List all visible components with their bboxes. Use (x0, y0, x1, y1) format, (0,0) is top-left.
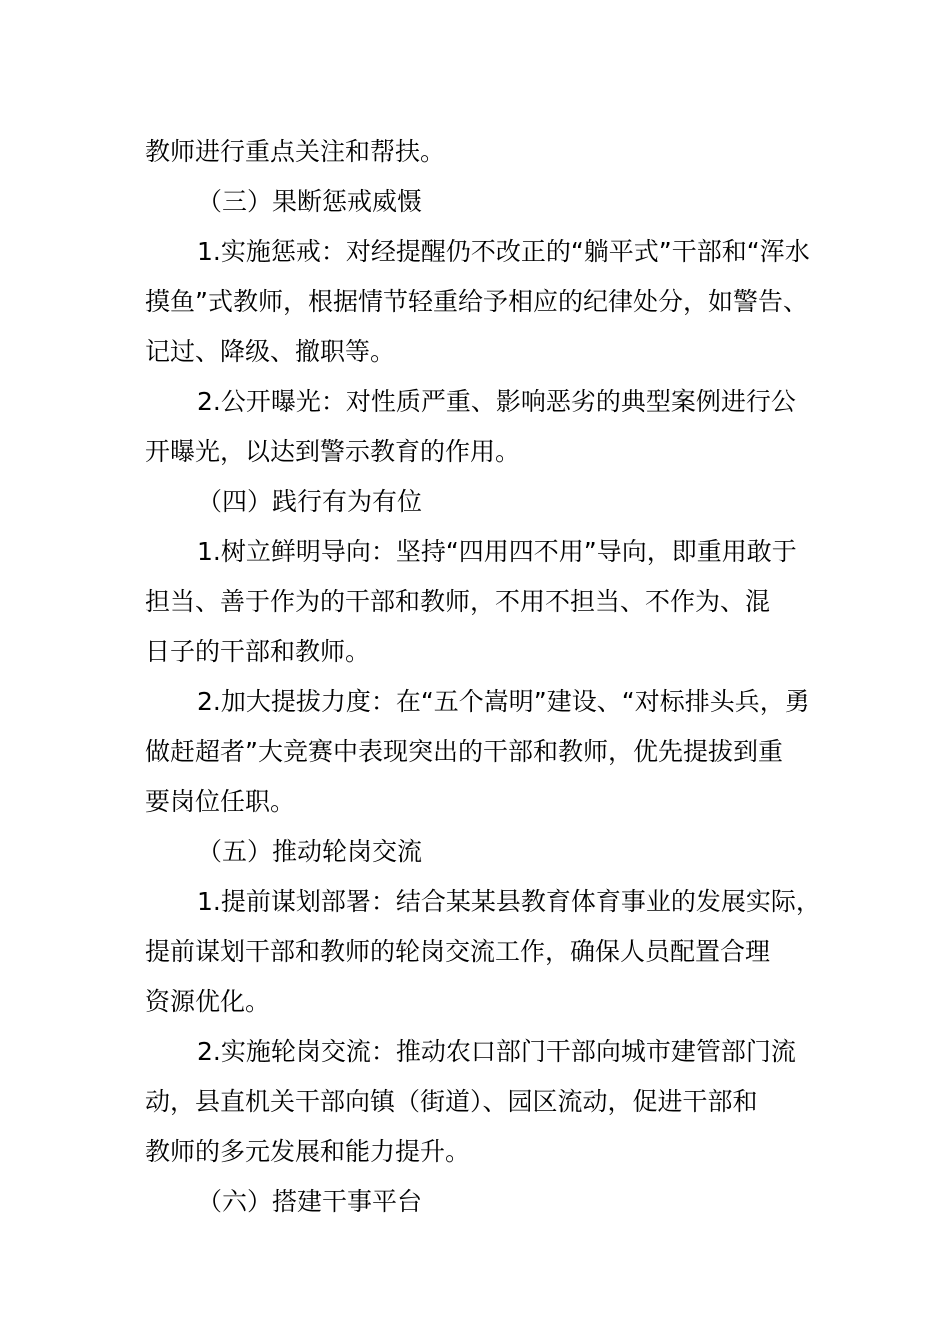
section-heading-4: （四）践行有为有位 (197, 487, 423, 516)
body-line: 1.提前谋划部署：结合某某县教育体育事业的发展实际， (197, 887, 821, 916)
body-line: 日子的干部和教师。 (145, 637, 371, 666)
body-line: 2.加大提拔力度：在“五个嵩明”建设、“对标排头兵，勇 (197, 687, 810, 716)
body-line: 要岗位任职。 (145, 787, 296, 816)
body-line: 2.实施轮岗交流：推动农口部门干部向城市建管部门流 (197, 1037, 796, 1066)
body-line: 教师进行重点关注和帮扶。 (145, 137, 446, 166)
section-heading-6: （六）搭建干事平台 (197, 1187, 423, 1216)
body-line: 记过、降级、撤职等。 (145, 337, 396, 366)
body-line: 教师的多元发展和能力提升。 (145, 1137, 471, 1166)
body-line: 2.公开曝光：对性质严重、影响恶劣的典型案例进行公 (197, 387, 796, 416)
body-line: 做赶超者”大竞赛中表现突出的干部和教师，优先提拔到重 (145, 737, 783, 766)
section-heading-3: （三）果断惩戒威慑 (197, 187, 423, 216)
document-body (145, 127, 835, 1227)
body-line: 担当、善于作为的干部和教师，不用不担当、不作为、混 (145, 587, 771, 616)
body-line: 资源优化。 (145, 987, 271, 1016)
body-line: 开曝光，以达到警示教育的作用。 (145, 437, 521, 466)
body-line: 摸鱼”式教师，根据情节轻重给予相应的纪律处分，如警告、 (145, 287, 808, 316)
body-line: 动，县直机关干部向镇（街道）、园区流动，促进干部和 (145, 1087, 758, 1116)
body-line: 1.实施惩戒：对经提醒仍不改正的“躺平式”干部和“浑水 (197, 237, 810, 266)
body-line: 提前谋划干部和教师的轮岗交流工作，确保人员配置合理 (145, 937, 771, 966)
section-heading-5: （五）推动轮岗交流 (197, 837, 423, 866)
body-line: 1.树立鲜明导向：坚持“四用四不用”导向，即重用敢于 (197, 537, 797, 566)
